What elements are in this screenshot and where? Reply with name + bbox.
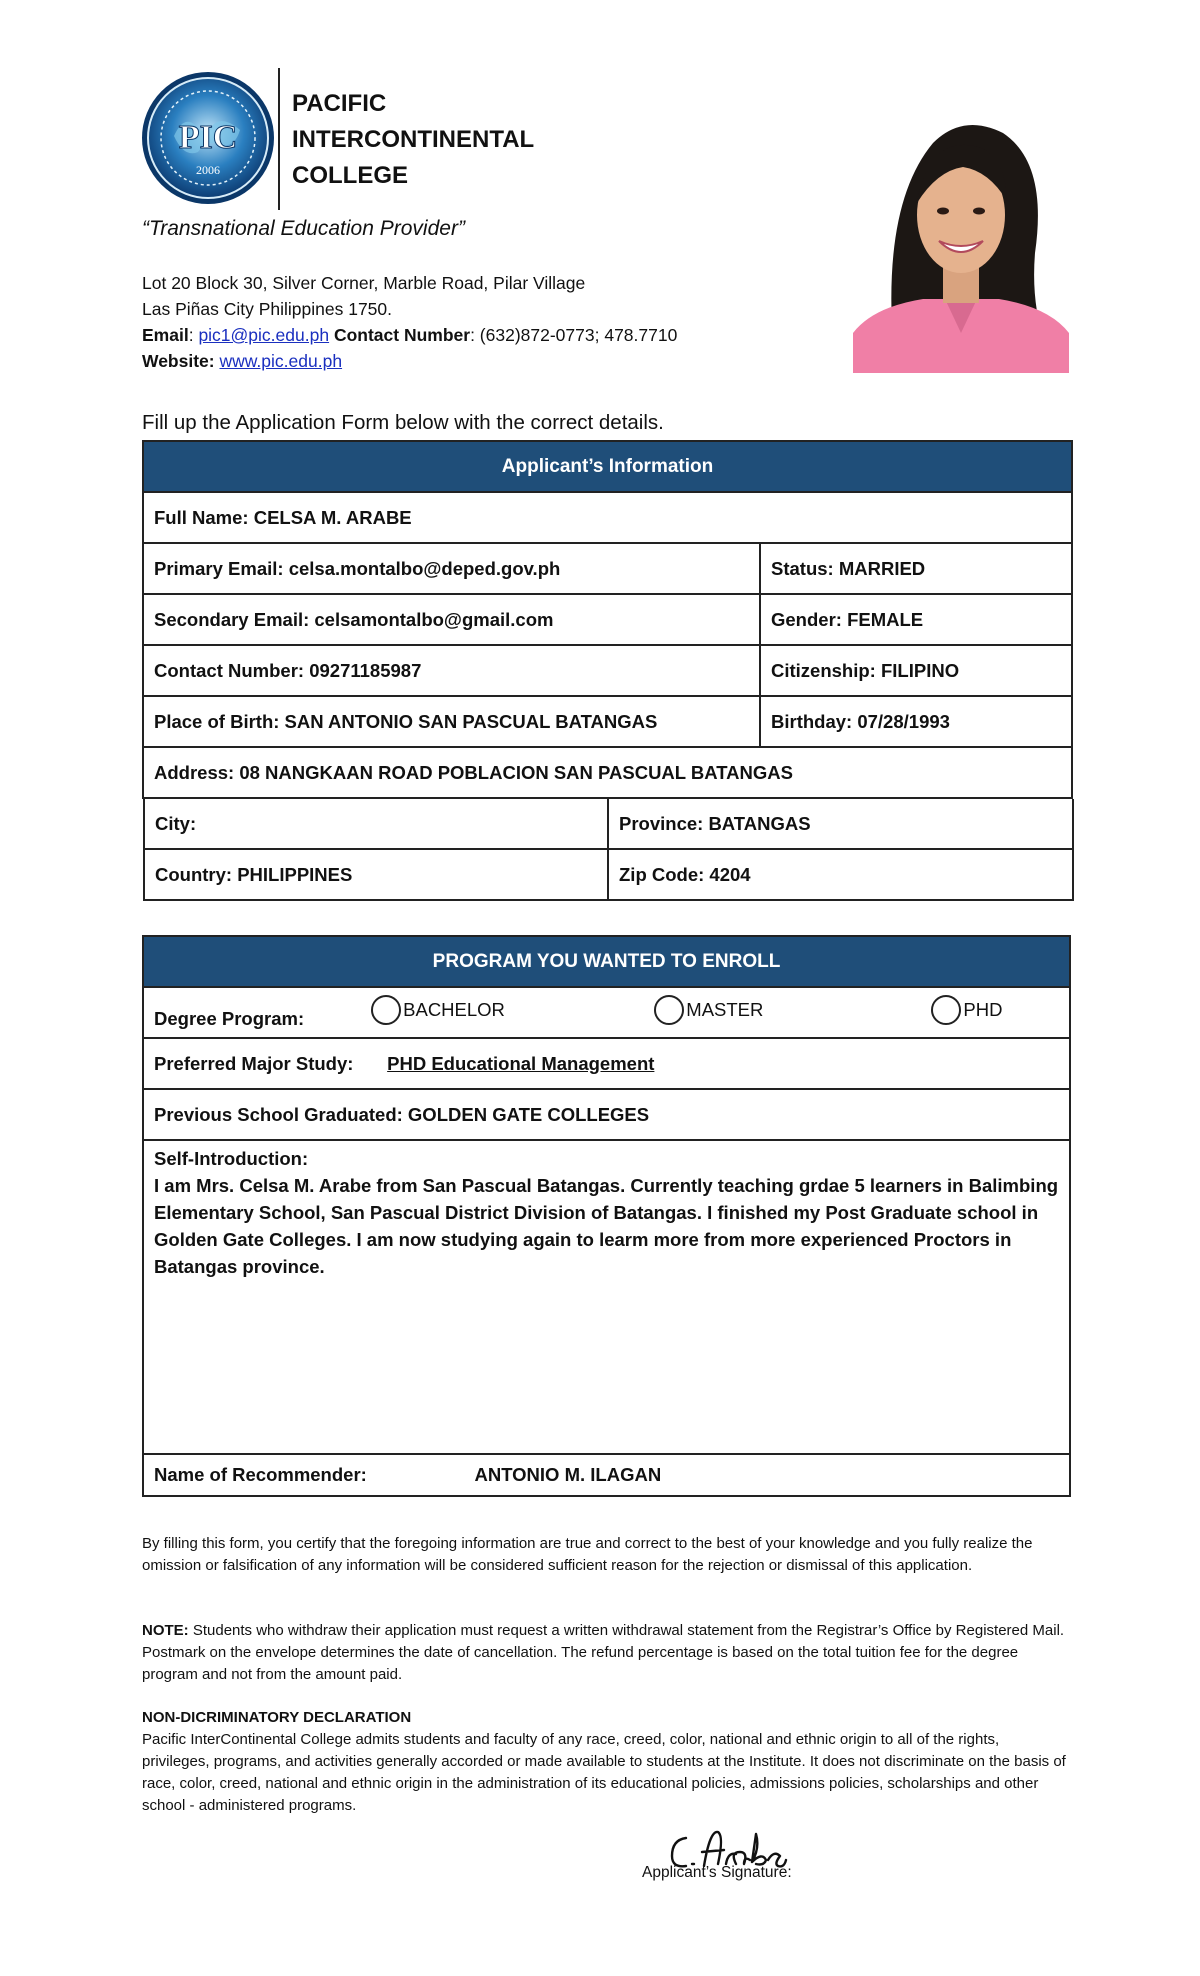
city-field[interactable]: City: [144, 799, 608, 849]
certification-text: By filling this form, you certify that the foregoing information are true and correct to the best of your knowledge and you fully realize the omission or falsification of any information will be considered sufficient reason for the rejection or dismissal of this application. [142, 1535, 1033, 1574]
preferred-major-field[interactable]: PHD Educational Management [387, 1052, 655, 1074]
province-field[interactable]: Province: BATANGAS [608, 799, 1073, 849]
address-line-1: Lot 20 Block 30, Silver Corner, Marble Road, Pilar Village [142, 273, 586, 293]
recommender-field[interactable]: ANTONIO M. ILAGAN [474, 1464, 662, 1485]
previous-school-field[interactable]: Previous School Graduated: GOLDEN GATE COLLEGES [143, 1089, 1070, 1140]
address-field[interactable]: Address: 08 NANGKAAN ROAD POBLACION SAN PASCUAL BATANGAS [143, 747, 1072, 798]
place-of-birth-field[interactable]: Place of Birth: SAN ANTONIO SAN PASCUAL BATANGAS [143, 696, 760, 747]
contact-number-field[interactable]: Contact Number: 09271185987 [143, 645, 760, 696]
degree-program-row: Degree Program: BACHELOR MASTER PHD [143, 987, 1070, 1038]
radio-phd[interactable] [931, 995, 961, 1025]
svg-text:PIC: PIC [178, 119, 238, 156]
applicant-info-header: Applicant’s Information [143, 441, 1072, 492]
website-link[interactable]: www.pic.edu.ph [219, 351, 343, 371]
preferred-major-row: Preferred Major Study: PHD Educational Management [143, 1038, 1070, 1089]
website-line: Website: www.pic.edu.ph [142, 351, 343, 371]
self-introduction-field[interactable]: Self-Introduction: I am Mrs. Celsa M. Arabe from San Pascual Batangas. Currently teaching grdae 5 learners in Balimbing Elementary School, San Pascual District Division of Batangas. I finished my Post Graduate school in Golden Gate Colleges. I am now studying again to learm more from more experienced Proctors in Batangas province. [143, 1140, 1070, 1454]
citizenship-field[interactable]: Citizenship: FILIPINO [760, 645, 1072, 696]
note-text: NOTE: Students who withdraw their application must request a written withdrawal statement from the Registrar’s Office by Registered Mail. Postmark on the envelope determines the date of cancellation. The refund percentage is based on the total tuition fee for the degree program and not from the amount paid. [142, 1622, 1065, 1683]
contact-line: Email: pic1@pic.edu.ph Contact Number: (632)872-0773; 478.7710 [142, 325, 678, 345]
svg-text:2006: 2006 [196, 163, 220, 177]
degree-option-phd[interactable]: PHD [931, 995, 1002, 1025]
college-name: PACIFIC INTERCONTINENTAL COLLEGE [292, 90, 535, 189]
logo-divider [278, 68, 280, 210]
secondary-email-field[interactable]: Secondary Email: celsamontalbo@gmail.com [143, 594, 760, 645]
form-instruction: Fill up the Application Form below with the correct details. [142, 411, 664, 434]
recommender-row: Name of Recommender: ANTONIO M. ILAGAN [143, 1454, 1070, 1496]
status-field[interactable]: Status: MARRIED [760, 543, 1072, 594]
program-table [142, 935, 1071, 1497]
degree-option-bachelor[interactable]: BACHELOR [371, 995, 649, 1025]
tagline: “Transnational Education Provider” [142, 217, 465, 240]
location-subtable [143, 799, 1074, 901]
applicant-info-table [142, 440, 1073, 901]
degree-option-master[interactable]: MASTER [654, 995, 926, 1025]
email-link[interactable]: pic1@pic.edu.ph [198, 325, 330, 345]
self-introduction-text: I am Mrs. Celsa M. Arabe from San Pascual Batangas. Currently teaching grdae 5 learners in Balimbing Elementary School, San Pascual District Division of Batangas. I finished my Post Graduate school in Golden Gate Colleges. I am now studying again to learm more from more experienced Proctors in Batangas province. [154, 1175, 1059, 1277]
applicant-photo [853, 93, 1069, 373]
birthday-field[interactable]: Birthday: 07/28/1993 [760, 696, 1072, 747]
radio-bachelor[interactable] [371, 995, 401, 1025]
zip-code-field[interactable]: Zip Code: 4204 [608, 849, 1073, 900]
primary-email-field[interactable]: Primary Email: celsa.montalbo@deped.gov.ph [143, 543, 760, 594]
country-field[interactable]: Country: PHILIPPINES [144, 849, 608, 900]
college-logo [140, 70, 276, 206]
address-line-2: Las Piñas City Philippines 1750. [142, 299, 393, 319]
program-header: PROGRAM YOU WANTED TO ENROLL [143, 936, 1070, 987]
signature-label: Applicant’s Signature: [642, 1864, 792, 1881]
non-discriminatory-declaration: NON-DICRIMINATORY DECLARATION Pacific InterContinental College admits students and faculty of any race, creed, color, national and ethnic origin to all of the rights, privileges, programs, and activities generally accorded or made available to students at the Institute. It does not discriminate on the basis of race, color, creed, national and ethnic origin in the administration of its educational policies, admissions policies, scholarships and other school - administered programs. [142, 1709, 1066, 1814]
full-name-field[interactable]: Full Name: CELSA M. ARABE [143, 492, 1072, 543]
radio-master[interactable] [654, 995, 684, 1025]
gender-field[interactable]: Gender: FEMALE [760, 594, 1072, 645]
